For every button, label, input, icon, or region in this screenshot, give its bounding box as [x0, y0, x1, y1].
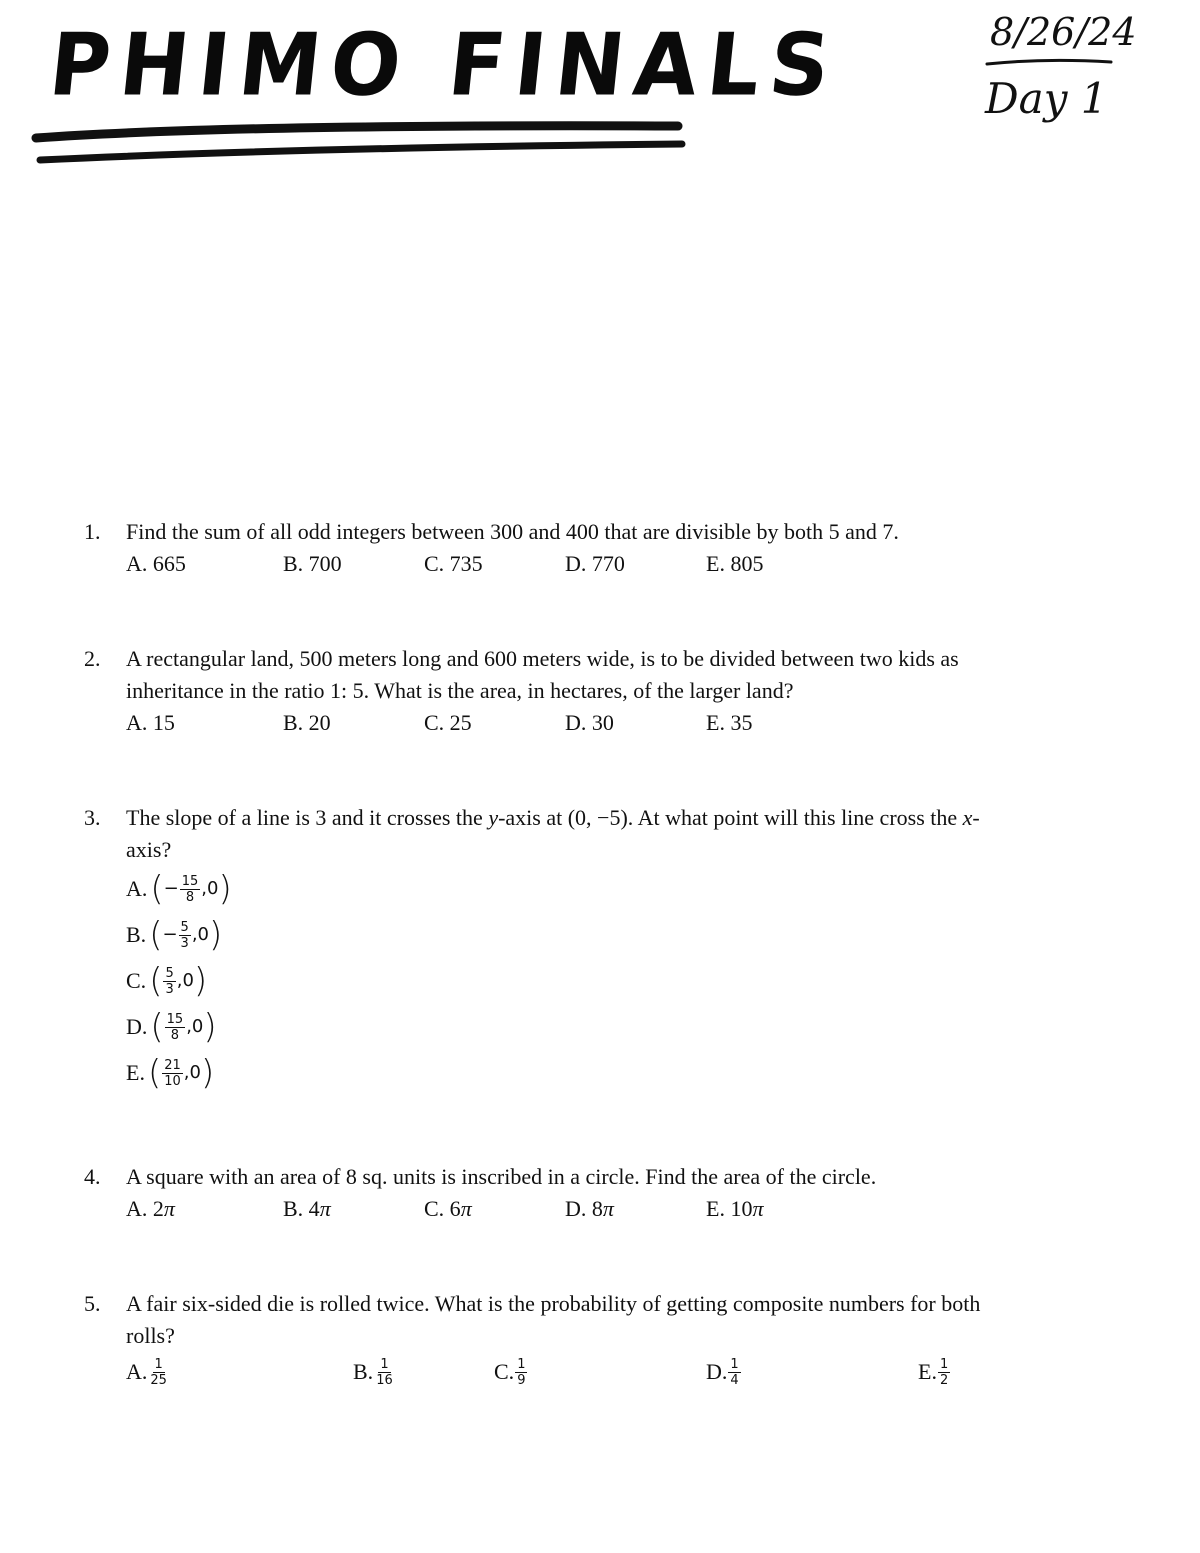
fraction: [728, 1357, 740, 1388]
option-label: A. 2: [126, 1196, 164, 1221]
option-b[interactable]: B. 20: [283, 710, 331, 735]
question-1: [84, 516, 1114, 580]
question-text: Find the sum of all odd integers between 300 and 400 that are divisible by both 5 and 7.: [126, 519, 899, 544]
denominator: 16: [376, 1372, 393, 1388]
question-number: 3.: [84, 805, 101, 830]
option-d[interactable]: [126, 1004, 1114, 1050]
option-label: C.: [494, 1359, 515, 1384]
option-d[interactable]: D. 30: [565, 710, 614, 735]
option-e[interactable]: E. 805: [706, 551, 764, 576]
numerator: 21: [164, 1057, 181, 1073]
option-c[interactable]: [494, 1356, 528, 1388]
option-b[interactable]: [126, 912, 1114, 958]
fraction: [515, 1357, 527, 1388]
minus-sign: −: [162, 924, 178, 945]
fraction: [148, 1357, 169, 1388]
option-label: E.: [126, 1060, 145, 1085]
option-c[interactable]: C. 735: [424, 551, 483, 576]
numerator: 15: [166, 1011, 184, 1027]
denominator: 10: [164, 1073, 181, 1089]
option-c[interactable]: C. 25: [424, 710, 472, 735]
denominator: 8: [170, 1027, 180, 1043]
numerator: 1: [939, 1356, 949, 1372]
open-paren: (: [149, 961, 163, 1001]
option-label: D. 8: [565, 1196, 603, 1221]
question-number: 1.: [84, 519, 101, 544]
denominator: 25: [150, 1372, 167, 1388]
option-label: C. 6: [424, 1196, 461, 1221]
option-label: D.: [126, 1014, 148, 1039]
coordinate-rest: ,0: [176, 970, 194, 991]
option-d[interactable]: D. 770: [565, 551, 625, 576]
text-segment: -: [972, 805, 980, 830]
close-paren: ): [203, 1007, 217, 1047]
option-e[interactable]: [126, 1050, 1114, 1096]
coordinate-rest: ,0: [191, 924, 210, 945]
minus-sign: −: [163, 878, 179, 899]
fraction: [163, 966, 175, 997]
pi-symbol: π: [602, 1196, 614, 1221]
fraction: [165, 1012, 186, 1043]
pi-symbol: π: [163, 1196, 175, 1221]
coordinate-rest: ,0: [201, 878, 219, 899]
option-a[interactable]: A. 15: [126, 710, 175, 735]
variable-x: x: [962, 805, 973, 830]
numerator: 5: [180, 919, 189, 935]
numerator: 1: [730, 1356, 739, 1372]
pi-symbol: π: [752, 1196, 764, 1221]
option-e[interactable]: [706, 1193, 763, 1225]
close-paren: ): [209, 915, 223, 955]
fraction: [374, 1357, 395, 1388]
page-title: PHIMO FINALS: [44, 15, 845, 116]
option-a[interactable]: [126, 1356, 170, 1388]
answer-options: [126, 1193, 1114, 1225]
option-a[interactable]: [126, 866, 1114, 912]
question-5: [84, 1288, 1114, 1396]
option-label: C.: [126, 968, 147, 993]
close-paren: ): [200, 1053, 215, 1093]
denominator: 8: [185, 889, 195, 905]
title-underline: [30, 118, 690, 178]
open-paren: (: [147, 1053, 162, 1093]
option-label: E. 10: [706, 1196, 753, 1221]
denominator: 3: [180, 935, 189, 951]
question-text-line-2: inheritance in the ratio 1: 5. What is the area, in hectares, of the larger land?: [126, 678, 794, 703]
fraction: [180, 874, 201, 905]
option-e[interactable]: [918, 1356, 951, 1388]
date-underline: [985, 56, 1115, 70]
question-number: 4.: [84, 1164, 101, 1189]
question-4: [84, 1161, 1114, 1225]
coordinate-rest: ,0: [186, 1016, 204, 1037]
coordinate-rest: ,0: [183, 1062, 201, 1083]
option-b[interactable]: [353, 1356, 396, 1388]
answer-options: [126, 548, 1114, 580]
question-text-line-1: A rectangular land, 500 meters long and 600 meters wide, is to be divided between two kids as: [126, 646, 959, 671]
question-text-line-1: A fair six-sided die is rolled twice. What is the probability of getting composite numbers for both: [126, 1291, 981, 1316]
option-e[interactable]: E. 35: [706, 710, 753, 735]
question-3: [84, 802, 1114, 1096]
close-paren: ): [193, 961, 208, 1001]
option-label: A.: [126, 1359, 148, 1384]
question-text-line-1: [126, 802, 1114, 834]
day-label: Day 1: [985, 74, 1108, 123]
option-label: B. 4: [283, 1196, 320, 1221]
numerator: 1: [380, 1356, 389, 1372]
variable-y: y: [488, 805, 499, 830]
fraction: [162, 1058, 183, 1089]
open-paren: (: [149, 915, 163, 955]
question-text: A square with an area of 8 sq. units is inscribed in a circle. Find the area of the circle.: [126, 1164, 877, 1189]
question-text-line-2: rolls?: [126, 1323, 175, 1348]
answer-options: [126, 866, 1114, 1096]
option-label: B.: [353, 1359, 374, 1384]
denominator: 3: [165, 981, 174, 997]
open-paren: (: [150, 1007, 164, 1047]
option-d[interactable]: [565, 1193, 614, 1225]
pi-symbol: π: [460, 1196, 472, 1221]
option-c[interactable]: [424, 1193, 472, 1225]
open-paren: (: [150, 869, 164, 909]
option-c[interactable]: [126, 958, 1114, 1004]
answer-options: [126, 707, 1114, 739]
pi-symbol: π: [319, 1196, 331, 1221]
answer-options: [126, 1352, 1114, 1396]
option-label: B.: [126, 922, 147, 947]
question-2: [84, 643, 1114, 739]
denominator: 2: [939, 1372, 949, 1388]
numerator: 5: [165, 965, 174, 981]
option-a[interactable]: [126, 1193, 175, 1225]
option-d[interactable]: [706, 1356, 742, 1388]
option-label: D.: [706, 1359, 728, 1384]
text-segment: -axis at (0, −5). At what point will this line cross the: [498, 805, 963, 830]
option-b[interactable]: B. 700: [283, 551, 342, 576]
question-number: 5.: [84, 1291, 101, 1316]
denominator: 9: [517, 1372, 526, 1388]
date: 8/26/24: [990, 10, 1137, 54]
numerator: 1: [517, 1356, 526, 1372]
text-segment: The slope of a line is 3 and it crosses the: [126, 805, 489, 830]
denominator: 4: [730, 1372, 739, 1388]
option-a[interactable]: A. 665: [126, 551, 186, 576]
option-b[interactable]: [283, 1193, 331, 1225]
question-text-line-2: axis?: [126, 837, 172, 862]
fraction: [179, 920, 191, 951]
numerator: 1: [154, 1356, 163, 1372]
numerator: 15: [181, 873, 199, 889]
question-number: 2.: [84, 646, 101, 671]
option-label: A.: [126, 876, 148, 901]
option-label: E.: [918, 1359, 937, 1384]
close-paren: ): [218, 869, 232, 909]
fraction: [938, 1357, 950, 1388]
